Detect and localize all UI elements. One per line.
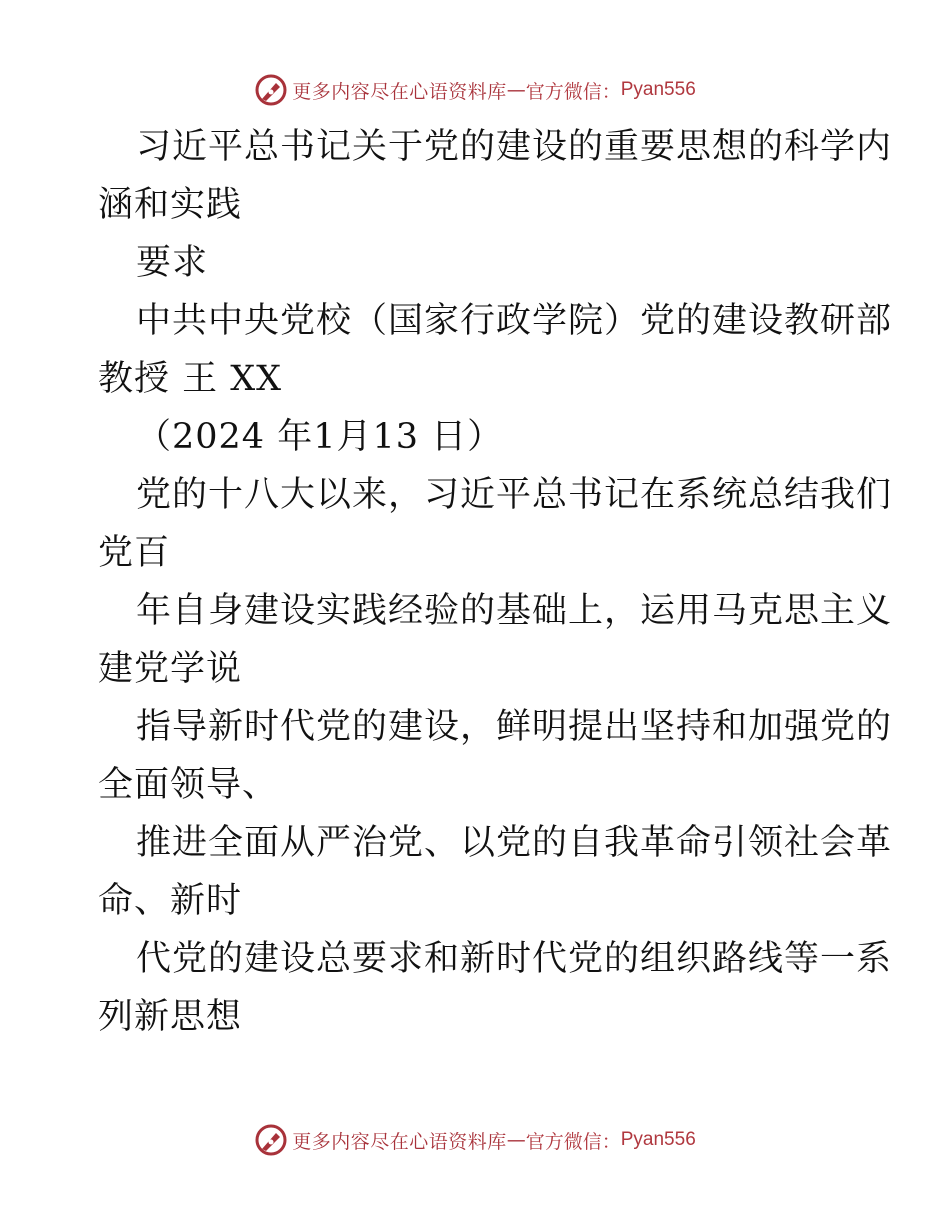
- paragraph-line: 党的十八大以来，习近平总书记在系统总结我们: [136, 475, 893, 515]
- paragraph-line: 年自身建设实践经验的基础上，运用马克思主义: [136, 591, 893, 631]
- watermark-wechat-label: 官方微信：: [525, 80, 621, 103]
- paragraph-line: 全面领导、: [98, 765, 279, 805]
- author-affiliation-line: 中共中央党校（国家行政学院）党的建设教研部: [136, 301, 893, 341]
- paragraph-line: 代党的建设总要求和新时代党的组织路线等一系: [136, 939, 893, 979]
- date-line: （2024 年1月13 日）: [136, 417, 504, 457]
- watermark-wechat-id: Pyan556: [620, 1129, 696, 1150]
- watermark-separator: —: [506, 79, 526, 101]
- paragraph-line: 建党学说: [98, 649, 243, 689]
- watermark-wechat-id: Pyan556: [620, 79, 696, 100]
- paragraph-line: 党百: [98, 533, 171, 573]
- watermark-separator: —: [506, 1129, 526, 1151]
- watermark-wechat-label: 官方微信：: [525, 1130, 621, 1153]
- title-line-1: 习近平总书记关于党的建设的重要思想的科学内: [136, 127, 893, 167]
- author-name-line: 教授 王 XX: [98, 359, 283, 399]
- paragraph-line: 列新思想: [98, 997, 243, 1037]
- document-body: [98, 118, 893, 1046]
- watermark-main-text: 更多内容尽在心语资料库: [292, 80, 507, 103]
- paragraph-line: 命、新时: [98, 881, 243, 921]
- paragraph-line: 指导新时代党的建设，鲜明提出坚持和加强党的: [136, 707, 893, 747]
- paragraph-line: 推进全面从严治党、以党的自我革命引领社会革: [136, 823, 893, 863]
- pen-logo-icon: [254, 1123, 288, 1157]
- pen-logo-icon: [254, 73, 288, 107]
- title-line-2: 涵和实践: [98, 185, 243, 225]
- footer-watermark: [0, 1120, 950, 1160]
- header-watermark: [0, 70, 950, 110]
- watermark-main-text: 更多内容尽在心语资料库: [292, 1130, 507, 1153]
- title-line-3: 要求: [136, 243, 209, 283]
